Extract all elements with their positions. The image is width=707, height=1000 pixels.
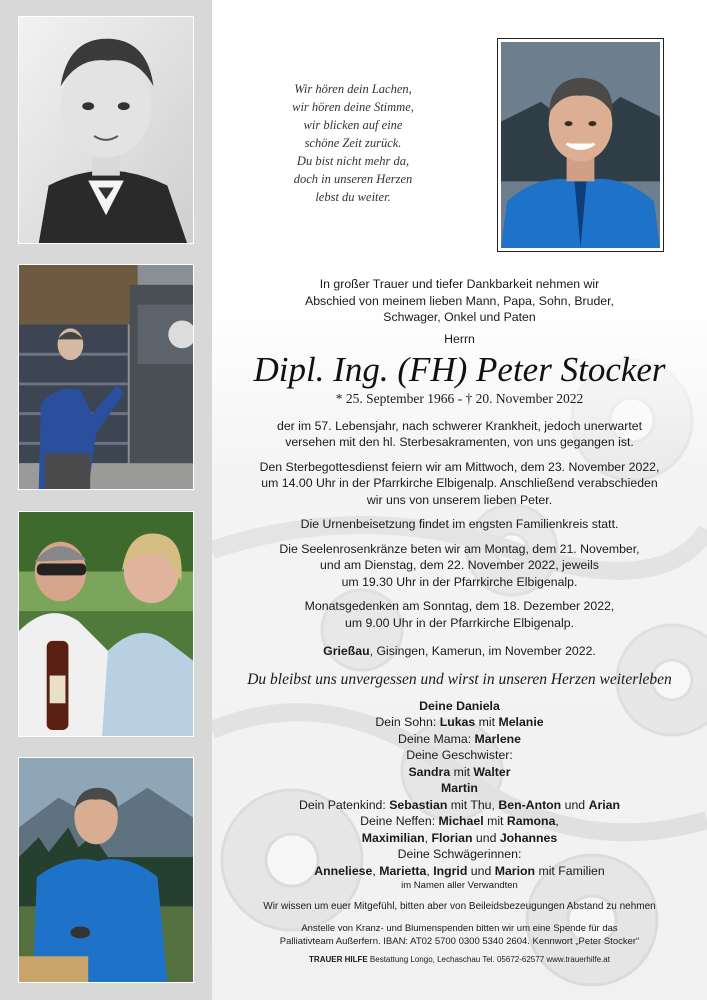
- family-connector: mit: [450, 764, 474, 779]
- family-member: Martin: [441, 781, 478, 795]
- rosary-line: und am Dienstag, dem 22. November 2022, jeweils: [320, 558, 599, 572]
- donation-line: Anstelle von Kranz- und Blumenspenden bitten wir um eine Spende für das: [301, 923, 618, 934]
- funeral-home-brand: TRAUER HILFE: [309, 955, 368, 964]
- rosary-line: Die Seelenrosenkränze beten wir am Montag, dem 21. November,: [279, 541, 640, 556]
- donation-line: Palliativteam Außerfern. IBAN: AT02 5700 0300 5340 2604. Kennwort „Peter Stocker“: [279, 936, 640, 947]
- family-connector: ,: [372, 863, 380, 878]
- family-connector: mit Familien: [535, 863, 605, 878]
- poem-line: wir blicken auf eine: [303, 118, 403, 132]
- poem-line: wir hören deine Stimme,: [292, 100, 414, 114]
- family-label: Deine Schwägerinnen:: [397, 847, 522, 861]
- family-connector: mit Thu,: [447, 797, 499, 812]
- relatives-note: im Namen aller Verwandten: [401, 880, 518, 891]
- condolence-note: Wir wissen um euer Mitgefühl, bitten aber von Beileidsbezeugungen Abstand zu nehmen: [263, 901, 656, 912]
- place-and-date: [212, 643, 707, 660]
- monthly-memorial-info: [212, 598, 707, 631]
- family-label: Deine Geschwister:: [406, 748, 513, 762]
- family-member: Ingrid: [433, 863, 468, 878]
- family-member: Sandra: [408, 764, 451, 779]
- rosary-line: um 19.30 Uhr in der Pfarrkirche Elbigenalp.: [341, 574, 578, 589]
- family-member: Florian: [431, 830, 473, 845]
- memorial-motto: Du bleibst uns unvergessen und wirst in unseren Herzen weiterleben: [247, 670, 672, 688]
- family-label: Dein Sohn:: [375, 715, 440, 729]
- funeral-home-footer: [212, 954, 707, 966]
- family-label: Deine Neffen:: [360, 814, 439, 828]
- family-member: Melanie: [498, 715, 544, 729]
- family-connector: mit: [483, 814, 507, 828]
- workplace-photo: [18, 264, 194, 490]
- funeral-home-details: Bestattung Longo, Lechaschau Tel. 05672-62577 www.trauerhilfe.at: [367, 955, 610, 964]
- family-label: Dein Patenkind:: [299, 797, 390, 812]
- deceased-name: Dipl. Ing. (FH) Peter Stocker: [253, 350, 666, 389]
- childhood-photo: [18, 16, 194, 244]
- intro-line: Schwager, Onkel und Paten: [383, 310, 536, 324]
- funeral-service-info: [212, 459, 707, 509]
- poem-line: lebst du weiter.: [315, 190, 391, 204]
- family-member: Walter: [473, 764, 511, 779]
- family-member: Marlene: [474, 731, 522, 746]
- life-dates: * 25. September 1966 - † 20. November 2022: [335, 391, 584, 406]
- poem-line: doch in unseren Herzen: [293, 172, 413, 186]
- family-connector: und: [467, 863, 495, 878]
- couple-photo: [18, 511, 194, 737]
- main-portrait-photo: [497, 38, 664, 252]
- family-connector: ,: [426, 863, 434, 878]
- service-line: um 14.00 Uhr in der Pfarrkirche Elbigenalp. Anschließend verabschieden: [261, 476, 658, 490]
- obituary-text: [212, 276, 707, 966]
- poem-line: schöne Zeit zurück.: [304, 136, 402, 150]
- salutation: Herrn: [444, 331, 475, 346]
- monthly-line: Monatsgedenken am Sonntag, dem 18. Dezember 2022,: [304, 599, 615, 613]
- service-line: Den Sterbegottesdienst feiern wir am Mittwoch, dem 23. November 2022,: [259, 459, 660, 474]
- family-member: Marietta: [379, 863, 427, 878]
- family-member: Maximilian: [361, 830, 425, 845]
- family-member: Marion: [494, 863, 536, 878]
- family-member: Lukas: [439, 715, 476, 729]
- family-member: Michael: [438, 814, 484, 828]
- monthly-line: um 9.00 Uhr in der Pfarrkirche Elbigenalp.: [345, 615, 574, 630]
- place-bold: Grießau: [323, 644, 370, 658]
- death-notice: [212, 418, 707, 451]
- intro-line: Abschied von meinem lieben Mann, Papa, Sohn, Bruder,: [305, 293, 614, 308]
- family-member: Arian: [588, 797, 620, 812]
- family-member: Anneliese: [314, 863, 373, 878]
- family-list: [212, 698, 707, 893]
- photo-sidebar: [0, 0, 212, 1000]
- family-connector: mit: [475, 715, 499, 729]
- death-notice-line: der im 57. Lebensjahr, nach schwerer Krankheit, jedoch unerwartet: [276, 418, 642, 433]
- family-connector: und: [472, 830, 500, 845]
- family-connector: und: [561, 797, 589, 812]
- outdoor-portrait-photo: [18, 757, 194, 983]
- place-rest: , Gisingen, Kamerun, im November 2022.: [369, 644, 596, 658]
- intro-text: [212, 276, 707, 326]
- rosary-info: [212, 541, 707, 591]
- service-line: wir uns von unserem lieben Peter.: [366, 492, 553, 507]
- donation-request: [212, 922, 707, 948]
- intro-line: In großer Trauer und tiefer Dankbarkeit nehmen wir: [319, 277, 600, 291]
- family-wife: Deine Daniela: [419, 698, 500, 713]
- family-member: Sebastian: [389, 797, 448, 812]
- poem-line: Wir hören dein Lachen,: [294, 82, 412, 96]
- family-label: Deine Mama:: [397, 731, 475, 746]
- family-connector: ,: [424, 830, 432, 845]
- death-notice-line: versehen mit den hl. Sterbesakramenten, von uns gegangen ist.: [285, 435, 634, 449]
- poem-line: Du bist nicht mehr da,: [296, 154, 410, 168]
- family-member: Ben-Anton: [498, 797, 562, 812]
- family-connector: ,: [555, 814, 559, 828]
- family-member: Johannes: [499, 830, 558, 845]
- family-member: Ramona: [506, 814, 556, 828]
- memorial-poem: [258, 80, 448, 206]
- urn-burial-info: Die Urnenbeisetzung findet im engsten Familienkreis statt.: [300, 517, 619, 531]
